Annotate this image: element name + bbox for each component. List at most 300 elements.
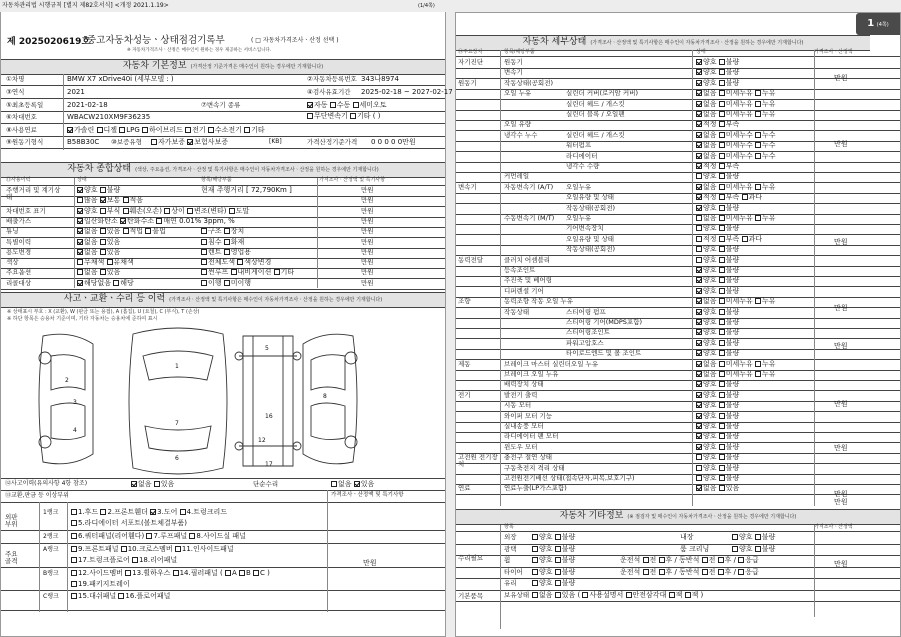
checkbox[interactable]	[702, 557, 708, 563]
legend-line-2: ※ 하단 항목은 승용차 기준이며, 기타 자동차는 승용차에 준하여 표시	[7, 316, 158, 322]
checkbox[interactable]	[719, 69, 725, 75]
checkbox[interactable]	[719, 381, 725, 387]
checkbox[interactable]	[696, 298, 702, 304]
checkbox[interactable]	[738, 557, 744, 563]
checkbox[interactable]	[696, 402, 702, 408]
checkbox[interactable]	[97, 127, 103, 133]
checkbox[interactable]	[555, 557, 561, 563]
basic-label: ⑧사용연료	[6, 126, 37, 134]
checkbox[interactable]	[696, 142, 702, 148]
checkbox[interactable]	[696, 184, 702, 190]
detail-item: 라디에이터 팬 모터	[504, 432, 559, 441]
diagram-label-4: 4	[73, 427, 77, 434]
checkbox[interactable]	[555, 546, 561, 552]
checkbox[interactable]	[100, 197, 106, 203]
checkbox[interactable]	[685, 592, 691, 598]
checkbox[interactable]	[71, 581, 77, 587]
checkbox[interactable]	[755, 111, 761, 117]
other-item: 유리	[504, 579, 517, 587]
checkbox[interactable]	[350, 113, 356, 119]
other-item: 외장	[504, 533, 517, 541]
group-items-2: 17.트렁크플로어 18.리어패널	[71, 557, 177, 564]
checkbox[interactable]	[71, 557, 77, 563]
checkbox[interactable]	[719, 465, 725, 471]
detail-item: 디퍼렌셜 기어	[504, 286, 544, 295]
checkbox[interactable]	[77, 269, 83, 275]
column-divider	[814, 525, 815, 617]
checkbox[interactable]	[307, 102, 313, 108]
summary-row-price: 만원	[361, 216, 374, 225]
checkbox[interactable]	[755, 361, 761, 367]
other-state: 없음 있음 ( 사용설명서 안전삼각대 잭 잭 )	[532, 592, 703, 599]
other-state: 양호 불량	[532, 569, 575, 576]
checkbox[interactable]	[582, 592, 588, 598]
checkbox[interactable]	[113, 280, 119, 286]
checkbox[interactable]	[755, 153, 761, 159]
checkbox[interactable]	[696, 371, 702, 377]
column-divider	[500, 525, 501, 629]
checkbox[interactable]	[239, 570, 245, 576]
checkbox[interactable]	[719, 371, 725, 377]
checkbox[interactable]	[719, 205, 725, 211]
checkbox[interactable]	[555, 580, 561, 586]
summary-row-price: 만원	[361, 186, 374, 194]
checkbox[interactable]	[189, 533, 195, 539]
detail-item: 오일 유량	[504, 120, 532, 129]
group-name: 주요골격	[5, 550, 18, 565]
row-divider	[1, 289, 445, 290]
checkbox[interactable]	[696, 69, 702, 75]
checkbox[interactable]	[732, 546, 738, 552]
checkbox[interactable]	[696, 59, 702, 65]
checkbox[interactable]	[696, 90, 702, 96]
checkbox[interactable]	[100, 239, 106, 245]
detail-state: 적정 부족	[696, 163, 739, 170]
detail-state: 양호 불량	[696, 288, 739, 295]
checkbox[interactable]	[696, 225, 702, 231]
column-divider	[317, 178, 318, 288]
detail-state: 없음 미세누유 누유	[696, 111, 776, 118]
checkbox[interactable]	[307, 113, 313, 119]
checkbox[interactable]	[77, 249, 83, 255]
detail-state: 양호 불량	[696, 413, 739, 420]
checkbox[interactable]	[732, 534, 738, 540]
diagram-label-3: 3	[73, 399, 77, 406]
accident-row-label: ⑫사고이력(유의사항 4항 참조)	[5, 480, 88, 487]
checkbox[interactable]	[555, 534, 561, 540]
checkbox[interactable]	[719, 111, 725, 117]
summary-row-price: 만원	[361, 206, 374, 215]
diagram-label-16: 16	[265, 413, 273, 420]
checkbox[interactable]	[696, 246, 702, 252]
checkbox[interactable]	[719, 90, 725, 96]
checkbox[interactable]	[532, 580, 538, 586]
other-col-header: 가격조사ㆍ산정액	[814, 524, 853, 530]
detail-price: 만원	[834, 304, 848, 312]
checkbox[interactable]	[532, 546, 538, 552]
checkbox[interactable]	[626, 592, 632, 598]
summary-row-label: 튜닝	[6, 227, 19, 236]
detail-item: 브레이크 오일 누유	[504, 370, 559, 378]
detail-price: 만원	[834, 490, 848, 498]
checkbox[interactable]	[696, 132, 702, 138]
checkbox[interactable]	[755, 546, 761, 552]
detail-item: 추진축 및 베어링	[504, 276, 553, 285]
checkbox[interactable]	[696, 257, 702, 263]
checkbox[interactable]	[696, 454, 702, 460]
checkbox[interactable]	[185, 127, 191, 133]
basic-value-2: 343나8974	[361, 75, 399, 83]
checkbox[interactable]	[696, 475, 702, 481]
checkbox[interactable]	[77, 197, 83, 203]
checkbox[interactable]	[353, 102, 359, 108]
row-divider	[456, 56, 900, 57]
basic-value-2: 2025-02-18 ~ 2027-02-17	[361, 88, 453, 96]
group-items-2: 5.라디에이터 서포트(볼트체결부품)	[71, 520, 187, 527]
checkbox[interactable]	[696, 433, 702, 439]
checkbox[interactable]	[201, 239, 207, 245]
summary-row-state: 양호 불량	[77, 187, 120, 194]
checkbox[interactable]	[330, 102, 336, 108]
checkbox[interactable]	[696, 215, 702, 221]
basic-value: 가솔린 디젤 LPG 하이브리드 전기 수소전기 기타	[67, 127, 265, 134]
checkbox[interactable]	[696, 329, 702, 335]
checkbox[interactable]	[208, 127, 214, 133]
checkbox[interactable]	[719, 350, 725, 356]
checkbox[interactable]	[719, 277, 725, 283]
checkbox[interactable]	[696, 381, 702, 387]
page-badge	[856, 13, 900, 35]
checkbox[interactable]	[154, 481, 160, 487]
checkbox[interactable]	[77, 208, 83, 214]
detail-state: 없음 있음	[696, 485, 739, 492]
basic-value: BMW X7 xDrive40i (세부모델 : )	[67, 75, 174, 83]
checkbox[interactable]	[151, 139, 157, 145]
checkbox[interactable]	[201, 228, 207, 234]
checkbox[interactable]	[77, 218, 83, 224]
checkbox[interactable]	[719, 132, 725, 138]
checkbox[interactable]	[719, 454, 725, 460]
checkbox[interactable]	[131, 481, 137, 487]
checkbox[interactable]	[719, 59, 725, 65]
checkbox[interactable]	[719, 444, 725, 450]
checkbox[interactable]	[696, 111, 702, 117]
checkbox[interactable]	[696, 392, 702, 398]
checkbox[interactable]	[696, 444, 702, 450]
checkbox[interactable]	[719, 257, 725, 263]
detail-item: 동력조향 작동 오일 누유	[504, 297, 573, 306]
checkbox[interactable]	[71, 520, 77, 526]
checkbox[interactable]	[253, 570, 259, 576]
checkbox[interactable]	[201, 269, 207, 275]
checkbox[interactable]	[274, 269, 280, 275]
checkbox[interactable]	[201, 280, 207, 286]
checkbox[interactable]	[719, 194, 725, 200]
checkbox[interactable]	[100, 269, 106, 275]
checkbox[interactable]	[231, 269, 237, 275]
checkbox[interactable]	[331, 481, 337, 487]
checkbox[interactable]	[696, 80, 702, 86]
checkbox[interactable]	[77, 187, 83, 193]
checkbox[interactable]	[150, 509, 156, 515]
checkbox[interactable]	[224, 239, 230, 245]
checkbox[interactable]	[173, 570, 179, 576]
checkbox[interactable]	[696, 361, 702, 367]
checkbox[interactable]	[696, 340, 702, 346]
checkbox[interactable]	[696, 194, 702, 200]
checkbox[interactable]	[532, 592, 538, 598]
checkbox[interactable]	[187, 208, 193, 214]
checkbox[interactable]	[229, 208, 235, 214]
checkbox[interactable]	[201, 249, 207, 255]
checkbox[interactable]	[532, 557, 538, 563]
column-divider	[692, 50, 693, 506]
row-divider	[456, 338, 900, 339]
exchange-row-label: ⑬교환,판금 등 이상부위	[5, 492, 69, 499]
checkbox[interactable]	[659, 569, 665, 575]
basic-label-2: ②자동차등록번호	[307, 75, 357, 83]
checkbox[interactable]	[237, 259, 243, 265]
checkbox[interactable]	[555, 569, 561, 575]
checkbox[interactable]	[71, 570, 77, 576]
checkbox[interactable]	[719, 361, 725, 367]
checkbox[interactable]	[696, 288, 702, 294]
checkbox[interactable]	[164, 208, 170, 214]
checkbox[interactable]	[719, 309, 725, 315]
checkbox[interactable]	[107, 259, 113, 265]
checkbox[interactable]	[755, 534, 761, 540]
row-divider	[456, 151, 900, 152]
checkbox[interactable]	[719, 215, 725, 221]
detail-state: 없음 미세누유 누유	[696, 101, 776, 108]
checkbox[interactable]	[77, 239, 83, 245]
detail-state: 양호 불량	[696, 465, 739, 472]
checkbox[interactable]	[555, 592, 561, 598]
checkbox[interactable]	[719, 225, 725, 231]
detail-item: 연료누출(LP가스포함)	[504, 484, 567, 493]
checkbox[interactable]	[719, 433, 725, 439]
checkbox[interactable]	[100, 187, 106, 193]
checkbox[interactable]	[755, 215, 761, 221]
detail-col-header: 항목/해당부품	[504, 49, 535, 55]
checkbox[interactable]	[719, 121, 725, 127]
checkbox[interactable]	[532, 569, 538, 575]
summary-row-item: 이행 미이행	[201, 280, 251, 287]
detail-item: 와이퍼 모터 기능	[504, 411, 553, 420]
checkbox[interactable]	[719, 298, 725, 304]
checkbox[interactable]	[187, 139, 193, 145]
other-state: 양호 불량	[532, 534, 575, 541]
detail-price: 만원	[834, 400, 848, 408]
checkbox[interactable]	[696, 350, 702, 356]
checkbox[interactable]	[719, 340, 725, 346]
checkbox[interactable]	[125, 570, 131, 576]
checkbox[interactable]	[696, 101, 702, 107]
checkbox[interactable]	[719, 475, 725, 481]
detail-item: 배력장치 상태	[504, 380, 544, 389]
column-divider	[63, 74, 64, 150]
checkbox[interactable]	[719, 392, 725, 398]
detail-state: 없음 미세누유 누유	[696, 215, 776, 222]
other-item: 보유상태	[504, 590, 530, 599]
detail-item: 발전기 출력	[504, 390, 538, 399]
checkbox[interactable]	[142, 127, 148, 133]
basic-info-title: 자동차 기본정보	[122, 61, 187, 71]
checkbox[interactable]	[719, 142, 725, 148]
checkbox[interactable]	[123, 197, 129, 203]
group-items: 1.후드 2.프론트휀더 3.도어 4.트렁크리드	[71, 509, 227, 516]
summary-row-price: 만원	[361, 227, 374, 236]
detail-col-header: 상태	[696, 49, 706, 55]
checkbox[interactable]	[696, 267, 702, 273]
checkbox[interactable]	[719, 184, 725, 190]
detail-item: 작동상태(공회전)	[504, 78, 554, 87]
checkbox[interactable]	[224, 280, 230, 286]
summary-col-header: 상태	[77, 177, 87, 183]
checkbox[interactable]	[643, 569, 649, 575]
other-item: 휠	[504, 556, 511, 564]
group-name: 외판부위	[5, 513, 18, 528]
detail-price: 만원	[834, 342, 848, 350]
checkbox[interactable]	[145, 228, 151, 234]
checkbox[interactable]	[719, 101, 725, 107]
checkbox[interactable]	[696, 173, 702, 179]
checkbox[interactable]	[696, 485, 702, 491]
checkbox[interactable]	[719, 402, 725, 408]
checkbox[interactable]	[719, 246, 725, 252]
checkbox[interactable]	[146, 533, 152, 539]
checkbox[interactable]	[156, 218, 162, 224]
checkbox[interactable]	[755, 142, 761, 148]
checkbox[interactable]	[71, 593, 77, 599]
checkbox[interactable]	[123, 228, 129, 234]
detail-state: 양호 불량	[696, 329, 739, 336]
checkbox[interactable]	[77, 228, 83, 234]
group-rank: A랭크	[43, 546, 59, 553]
checkbox[interactable]	[696, 319, 702, 325]
checkbox[interactable]	[719, 319, 725, 325]
checkbox[interactable]	[118, 593, 124, 599]
checkbox[interactable]	[742, 194, 748, 200]
checkbox[interactable]	[71, 533, 77, 539]
detail-col-header: ⑭주요장치	[458, 49, 483, 55]
checkbox[interactable]	[719, 485, 725, 491]
checkbox[interactable]	[718, 569, 724, 575]
exchange-price-header: 가격조사ㆍ산정액 및 특기사항	[331, 492, 404, 498]
checkbox[interactable]	[696, 277, 702, 283]
checkbox[interactable]	[719, 423, 725, 429]
detail-part: 스티어링조인트	[566, 328, 610, 337]
checkbox[interactable]	[755, 184, 761, 190]
checkbox[interactable]	[244, 127, 250, 133]
row-divider	[1, 123, 445, 124]
checkbox[interactable]	[719, 236, 725, 242]
checkbox[interactable]	[132, 557, 138, 563]
checkbox[interactable]	[643, 557, 649, 563]
checkbox[interactable]	[696, 153, 702, 159]
checkbox[interactable]	[77, 280, 83, 286]
checkbox[interactable]	[696, 236, 702, 242]
checkbox[interactable]	[719, 413, 725, 419]
checkbox[interactable]	[755, 90, 761, 96]
basic-label-3: [KB]	[269, 138, 282, 145]
column-divider	[74, 178, 75, 288]
checkbox[interactable]	[696, 423, 702, 429]
checkbox[interactable]	[201, 259, 207, 265]
checkbox[interactable]	[123, 208, 129, 214]
other-item-2: 룸 크리닝	[680, 544, 710, 553]
checkbox[interactable]	[719, 153, 725, 159]
checkbox[interactable]	[742, 236, 748, 242]
diagram-label-1: 1	[175, 363, 179, 370]
checkbox[interactable]	[719, 329, 725, 335]
checkbox[interactable]	[669, 592, 675, 598]
checkbox[interactable]	[224, 228, 230, 234]
checkbox[interactable]	[100, 249, 106, 255]
checkbox[interactable]	[224, 249, 230, 255]
checkbox[interactable]	[120, 218, 126, 224]
checkbox[interactable]	[755, 132, 761, 138]
detail-item: 윈도우 모터	[504, 442, 538, 451]
checkbox[interactable]	[755, 371, 761, 377]
checkbox[interactable]	[121, 546, 127, 552]
summary-row-price: 만원	[361, 247, 374, 256]
checkbox[interactable]	[719, 163, 725, 169]
other-state: 양호 불량	[532, 580, 575, 587]
checkbox[interactable]	[696, 163, 702, 169]
checkbox[interactable]	[719, 288, 725, 294]
detail-part: 오일유량 및 상태	[566, 234, 615, 243]
checkbox[interactable]	[71, 546, 77, 552]
summary-row-label: 주행거리 및 계기상태	[6, 186, 61, 201]
title-note: ※ 자동차가격조사ㆍ산정은 매수인이 원하는 경우 제공하는 서비스입니다.	[127, 48, 272, 53]
checkbox[interactable]	[180, 509, 186, 515]
checkbox[interactable]	[696, 121, 702, 127]
checkbox[interactable]	[71, 509, 77, 515]
checkbox[interactable]	[225, 570, 231, 576]
column-divider	[39, 502, 40, 612]
checkbox[interactable]	[67, 127, 73, 133]
checkbox[interactable]	[696, 205, 702, 211]
checkbox[interactable]	[702, 569, 708, 575]
detail-state: 없음 미세누유 누유	[696, 361, 776, 368]
checkbox[interactable]	[119, 127, 125, 133]
detail-part: 타이로드엔드 및 볼 조인트	[566, 349, 642, 358]
checkbox[interactable]	[354, 481, 360, 487]
checkbox[interactable]	[696, 465, 702, 471]
detail-part: 스티어링 펌프	[566, 307, 606, 316]
diagram-label-17: 17	[265, 461, 273, 468]
checkbox[interactable]	[719, 267, 725, 273]
checkbox[interactable]	[659, 557, 665, 563]
detail-part: 실린더 헤드 / 개스킷	[566, 99, 625, 108]
checkbox[interactable]	[100, 228, 106, 234]
checkbox[interactable]	[532, 534, 538, 540]
checkbox[interactable]	[755, 101, 761, 107]
checkbox[interactable]	[696, 309, 702, 315]
checkbox[interactable]	[738, 569, 744, 575]
checkbox[interactable]	[100, 208, 106, 214]
checkbox[interactable]	[100, 509, 106, 515]
checkbox[interactable]	[696, 413, 702, 419]
checkbox[interactable]	[175, 546, 181, 552]
checkbox[interactable]	[719, 80, 725, 86]
checkbox[interactable]	[77, 259, 83, 265]
checkbox[interactable]	[718, 557, 724, 563]
checkbox[interactable]	[755, 298, 761, 304]
checkbox[interactable]	[719, 173, 725, 179]
detail-state: 양호 불량	[696, 340, 739, 347]
